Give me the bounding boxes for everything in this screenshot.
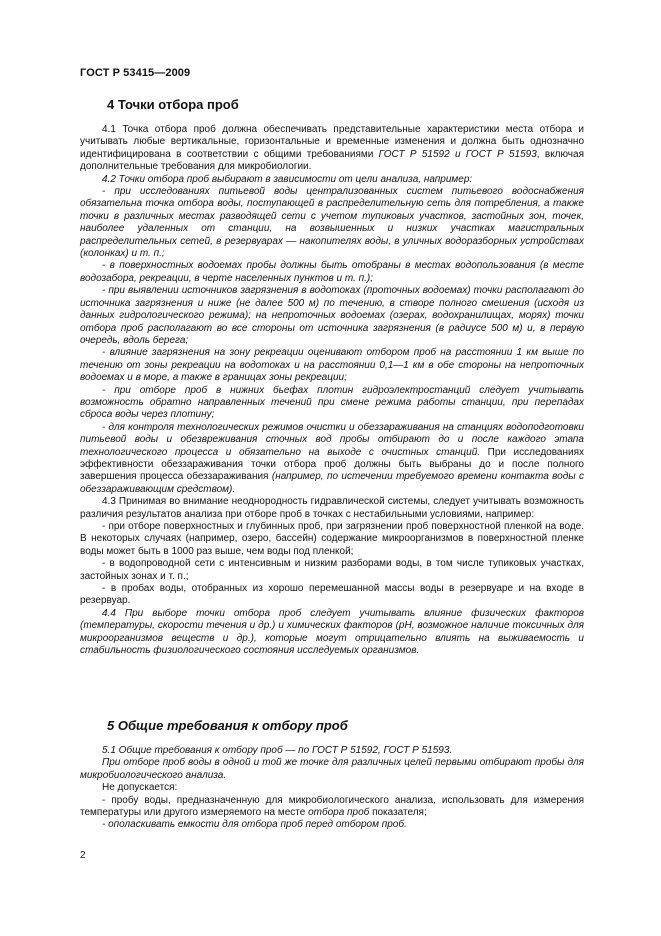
section-5-title: 5 Общие требования к отбору проб: [107, 718, 348, 733]
list-item: - в водопроводной сети с интенсивным и низким разборами воды, в том числе тупиковых участках, застойных зонах и т. п.;: [80, 558, 584, 582]
document-header: ГОСТ Р 53415—2009: [80, 67, 191, 79]
paragraph-5-1: 5.1 Общие требования к отбору проб — по ГОСТ Р 51592, ГОСТ Р 51593.: [102, 745, 453, 756]
section-4-body: [80, 124, 584, 657]
paragraph-4-4: 4.4 При выборе точки отбора проб следует учитывать влияние физических факторов (температуры, скорости течения и др.) и химических факторов (рН, возможное наличие токсичных для микроорганизмов веществ и др.), которые могут отрицательно влиять на выживаемость и стабильность физиологического состояния исследуемых организмов.: [80, 607, 584, 657]
paragraph-5-1-c: Не допускается:: [102, 782, 178, 794]
list-item: - пробу воды, предназначенную для микробиологического анализа, использовать для измерения температуры или другого измеряемого на месте отбора проб показателя;: [80, 794, 584, 819]
paragraph-4-3: 4.3 Принимая во внимание неоднородность гидравлической системы, следует учитывать возможность различия результатов анализа при отборе проб в точках с нестабильными условиями, например:: [80, 496, 584, 520]
list-item: - при исследованиях питьевой воды централизованных систем питьевого водоснабжения обязательна точка отбора воды, поступающей в распределительную сеть для потребления, а также точки в различных местах разводящей сети с учетом тупиковых участков, застойных зон, точек, наиболее удаленных от станции, на возвышенных и низких участках магистральных распределительных сетей, в резервуарах — накопителях воды, в уличных водоразборных устройствах (колонках) и т. п.;: [80, 186, 584, 260]
paragraph-4-1: 4.1 Точка отбора проб должна обеспечивать представительные характеристики места отбора и учитывать любые вертикальные, горизонтальные и временные изменения и должна быть однозначно идентифицирована в соответствии с общими требованиями ГОСТ Р 51592 и ГОСТ Р 51593, включая дополнительные требования для микробиологии.: [80, 124, 584, 173]
list-item: - в поверхностных водоемах пробы должны быть отобраны в местах водопользования (в месте водозабора, рекреации, в черте населенных пунктов и т. п.);: [80, 260, 584, 284]
list-item: - в пробах воды, отобранных из хорошо перемешанной массы воды в резервуаре и на входе в резервуар.: [80, 583, 584, 607]
list-item: - ополаскивать емкости для отбора проб перед отбором проб.: [102, 819, 407, 831]
list-item: - при отборе проб в нижних бьефах плотин гидроэлектростанций следует учитывать возможность обратно направленных течений при смене режима работы станции, при перепадах сброса воды через плотину;: [80, 384, 584, 421]
paragraph-4-2: 4.2 Точки отбора проб выбирают в зависимости от цели анализа, например:: [102, 173, 473, 185]
list-item: - для контроля технологических режимов очистки и обеззараживания на станциях водоподготовки питьевой воды и обезвреживания сточных вод пробы отбирают до и после каждого этапа технологического процесса и обязательно на выходе с очистных станций. При исследованиях эффективности обеззараживания точки отбора проб должны быть выбраны до и после полного завершения процесса обеззараживания (например, по истечении требуемого времени контакта воды с обеззараживающим средством).: [80, 421, 585, 495]
list-item: - влияние загрязнения на зону рекреации оценивают отбором проб на расстоянии 1 км выше по течению от зоны рекреации на водотоках и на расстоянии 0,1—1 км в обе стороны на непроточных водоемах и в море, а также в границах зоны рекреации;: [80, 347, 584, 384]
paragraph-5-1-b: При отборе проб воды в одной и той же точке для различных целей первыми отбирают пробы для микробиологического анализа.: [80, 757, 584, 781]
list-item: - при выявлении источников загрязнения в водотоках (проточных водоемах) точки располагают до источника загрязнения и ниже (не далее 500 м) по течению, в створе полного смешения (исходя из данных гидрологического режима); на непроточных водоемах (озерах, водохранилищах, морях) точки отбора проб располагают во все стороны от источника загрязнения (в радиусе 500 м) и, в первую очередь, вдоль берега;: [80, 285, 584, 346]
page-number: 2: [80, 850, 86, 861]
list-item: - при отборе поверхностных и глубинных проб, при загрязнении проб поверхностной пленкой на воде. В некоторых случаях (например, озеро, бассейн) содержание микроорганизмов в поверхностной пленке воды может быть в 1000 раз выше, чем воды под пленкой;: [80, 521, 584, 557]
section-5-body: [80, 745, 584, 832]
section-4-title: 4 Точки отбора проб: [107, 97, 239, 112]
